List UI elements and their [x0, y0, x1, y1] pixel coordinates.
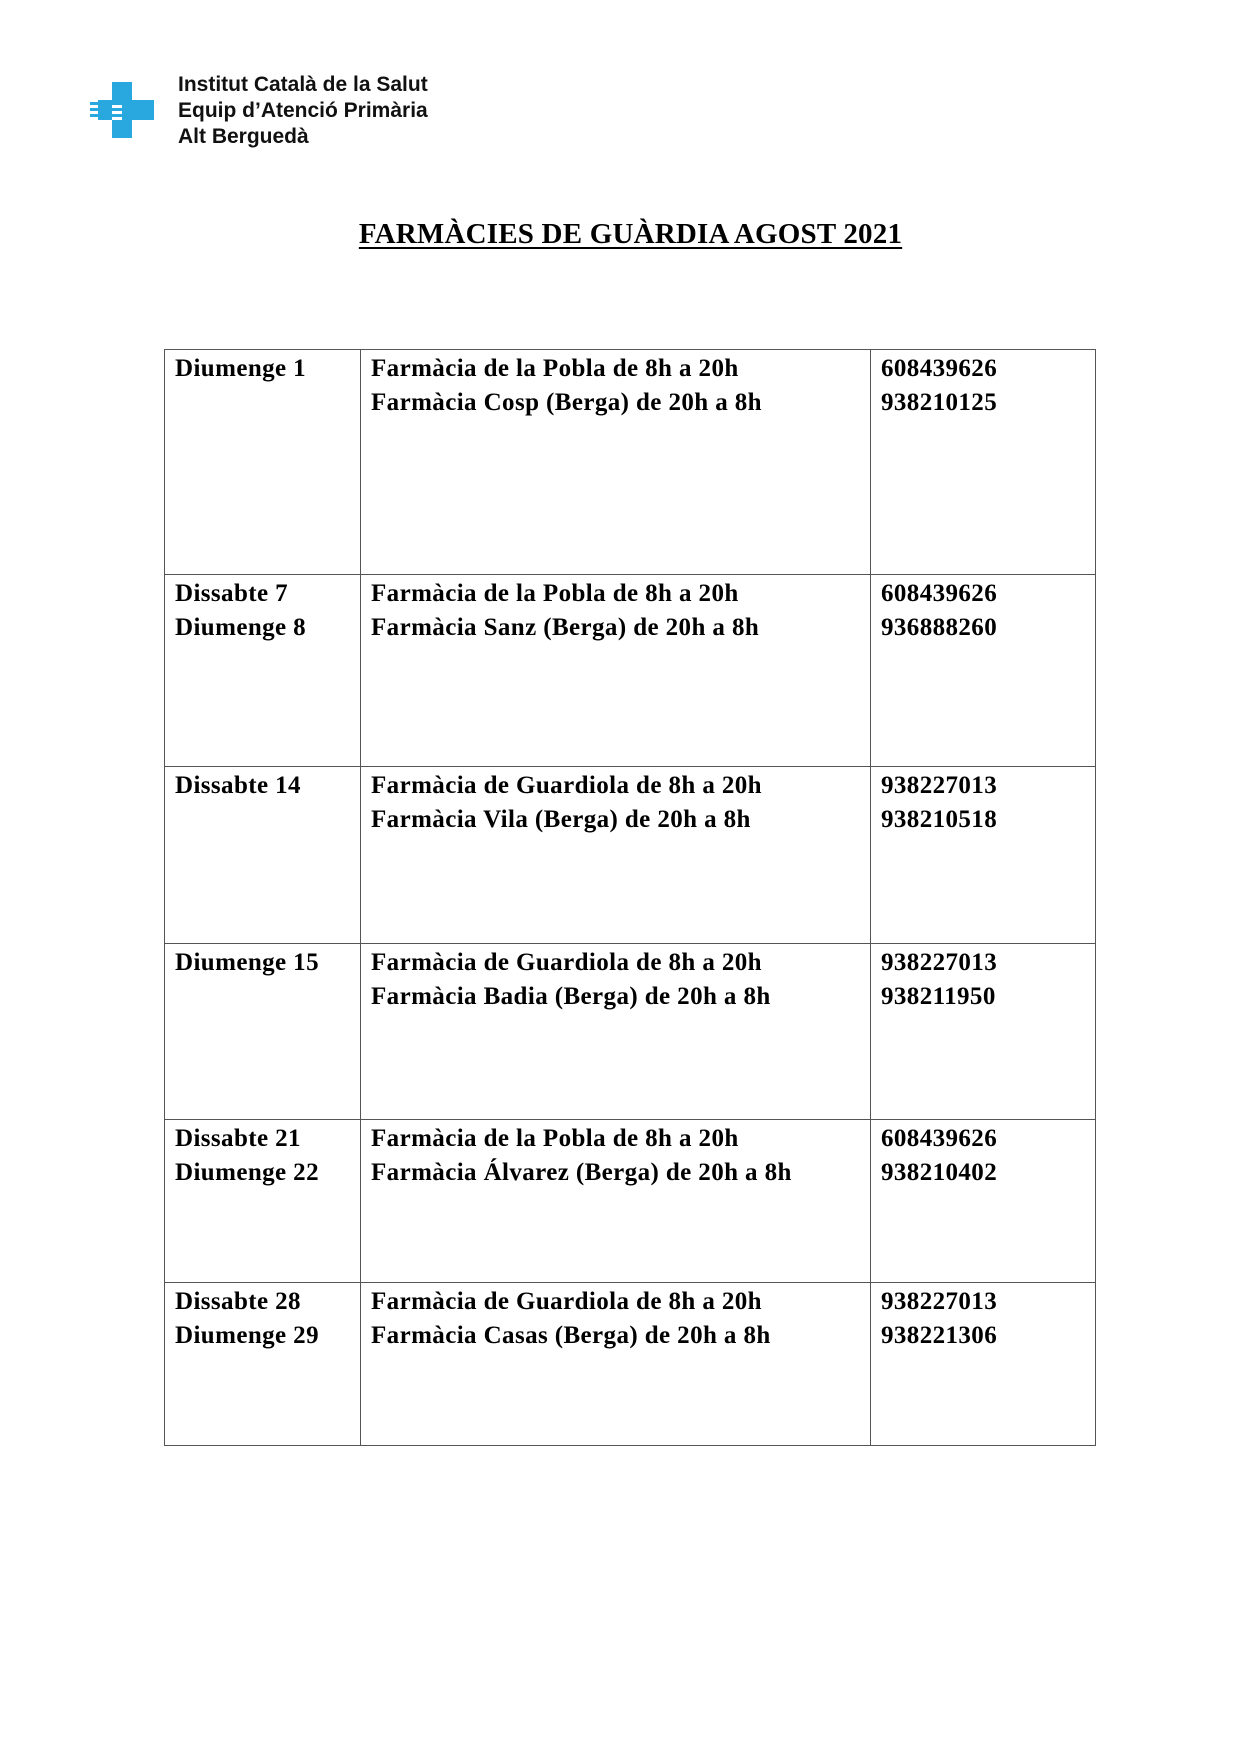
table-row: [165, 1120, 1096, 1283]
organization-name: [178, 72, 428, 150]
pharmacies-cell: [361, 1283, 871, 1446]
pharmacy-line: Farmàcia Vila (Berga) de 20h a 8h: [371, 806, 751, 833]
phone-number: 936888260: [881, 614, 998, 641]
pharmacies-cell: [361, 575, 871, 767]
pharmacy-line: Farmàcia Badia (Berga) de 20h a 8h: [371, 983, 771, 1010]
table-row: [165, 944, 1096, 1120]
day-label: Dissabte 7: [175, 580, 289, 607]
day-label: Diumenge 1: [175, 355, 307, 382]
table-row: [165, 575, 1096, 767]
day-label: Diumenge 15: [175, 949, 319, 976]
phones-cell: [871, 944, 1096, 1120]
day-label: Dissabte 28: [175, 1288, 301, 1315]
ics-cross-logo-icon: [90, 82, 154, 138]
table-row: [165, 1283, 1096, 1446]
phone-number: 938211950: [881, 983, 996, 1010]
phones-cell: [871, 1283, 1096, 1446]
phone-number: 608439626: [881, 355, 998, 382]
pharmacy-line: Farmàcia de Guardiola de 8h a 20h: [371, 1288, 762, 1315]
phone-number: 608439626: [881, 1125, 998, 1152]
phone-number: 608439626: [881, 580, 998, 607]
pharmacy-line: Farmàcia de la Pobla de 8h a 20h: [371, 580, 739, 607]
pharmacy-line: Farmàcia Álvarez (Berga) de 20h a 8h: [371, 1159, 792, 1186]
days-cell: [165, 1120, 361, 1283]
pharmacies-cell: [361, 1120, 871, 1283]
org-line-2: Equip d’Atenció Primària: [178, 99, 428, 122]
org-line-1: Institut Català de la Salut: [178, 73, 428, 96]
days-cell: [165, 767, 361, 944]
phone-number: 938210402: [881, 1159, 998, 1186]
org-line-3: Alt Berguedà: [178, 125, 309, 148]
phone-number: 938210125: [881, 389, 998, 416]
phone-number: 938227013: [881, 1288, 998, 1315]
phones-cell: [871, 575, 1096, 767]
pharmacies-cell: [361, 350, 871, 575]
phones-cell: [871, 350, 1096, 575]
pharmacy-line: Farmàcia de Guardiola de 8h a 20h: [371, 949, 762, 976]
pharmacy-line: Farmàcia de la Pobla de 8h a 20h: [371, 1125, 739, 1152]
pharmacies-cell: [361, 944, 871, 1120]
days-cell: [165, 944, 361, 1120]
pharmacy-line: Farmàcia de Guardiola de 8h a 20h: [371, 772, 762, 799]
days-cell: [165, 1283, 361, 1446]
header: [90, 72, 428, 150]
phones-cell: [871, 767, 1096, 944]
phone-number: 938227013: [881, 949, 998, 976]
days-cell: [165, 350, 361, 575]
pharmacies-cell: [361, 767, 871, 944]
day-label: Diumenge 22: [175, 1159, 319, 1186]
pharmacy-line: Farmàcia Sanz (Berga) de 20h a 8h: [371, 614, 760, 641]
day-label: Dissabte 21: [175, 1125, 301, 1152]
day-label: Diumenge 8: [175, 614, 307, 641]
pharmacy-line: Farmàcia Cosp (Berga) de 20h a 8h: [371, 389, 762, 416]
table-row: [165, 767, 1096, 944]
on-call-pharmacies-table: [164, 349, 1096, 1446]
pharmacy-line: Farmàcia Casas (Berga) de 20h a 8h: [371, 1322, 771, 1349]
phone-number: 938227013: [881, 772, 998, 799]
phones-cell: [871, 1120, 1096, 1283]
table-row: [165, 350, 1096, 575]
pharmacy-line: Farmàcia de la Pobla de 8h a 20h: [371, 355, 739, 382]
page-title: FARMÀCIES DE GUÀRDIA AGOST 2021: [358, 218, 903, 250]
phone-number: 938210518: [881, 806, 998, 833]
day-label: Dissabte 14: [175, 772, 301, 799]
phone-number: 938221306: [881, 1322, 998, 1349]
day-label: Diumenge 29: [175, 1322, 319, 1349]
days-cell: [165, 575, 361, 767]
